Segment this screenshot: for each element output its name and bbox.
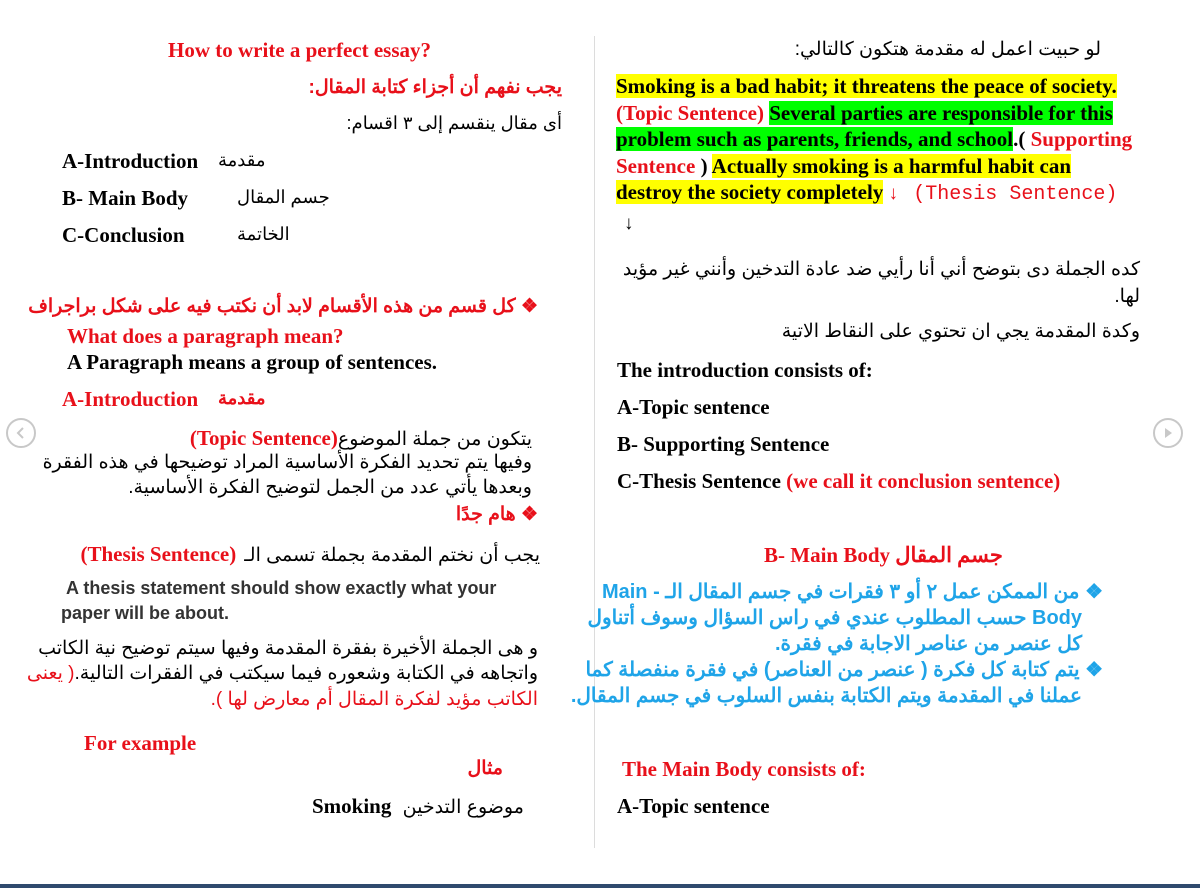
very-important-note: ❖ هام جدًا (455, 504, 538, 525)
for-example-label: For example (84, 731, 197, 755)
supporting-open: .( (1013, 127, 1031, 151)
intro-item-supporting: B- Supporting Sentence (617, 432, 830, 456)
last-sentence-2b: ( يعنى (26, 663, 75, 684)
prev-page-button[interactable] (6, 418, 36, 448)
main-body-item-topic: A-Topic sentence (617, 794, 770, 818)
must-understand-heading: يجب نفهم أن أجزاء كتابة المقال: (308, 77, 562, 98)
intro-consists-heading: The introduction consists of: (617, 358, 873, 382)
intro-item-thesis-label: C-Thesis Sentence (617, 469, 781, 493)
thesis-line-en: (Thesis Sentence) (80, 542, 237, 566)
part-conclusion-ar: الخاتمة (237, 224, 290, 244)
part-main-body-en: B- Main Body (62, 186, 189, 210)
part-main-body-ar: جسم المقال (237, 187, 330, 207)
part-introduction-ar: مقدمة (218, 150, 266, 170)
intro-item-topic: A-Topic sentence (617, 395, 770, 419)
main-body-heading: B- Main Body جسم المقال (764, 543, 1003, 567)
supporting-sentence-label: Supporting Sentence (616, 127, 1133, 178)
topic-smoking-ar: موضوع التدخين (402, 797, 524, 818)
part-conclusion-en: C-Conclusion (62, 223, 185, 247)
smoke-thesis-sentence: Actually smoking is a harmful habit can destroy the society completely (616, 153, 1072, 204)
thesis-line (80, 542, 540, 567)
topic-smoking (312, 794, 524, 819)
intro-points-text: وكدة المقدمة يجي ان تحتوي على النقاط الاتية (781, 321, 1140, 342)
essay-title: How to write a perfect essay? (168, 38, 431, 62)
divided-text: أى مقال ينقسم إلى ٣ اقسام: (346, 113, 562, 133)
smoke-supporting-sentence: Several parties are responsible for this problem such as parents, friends, and school (616, 100, 1113, 151)
last-sentence-2 (27, 662, 538, 685)
main-body-line-2: Body حسب المطلوب عندي في راس السؤال وسوف أتناول (587, 607, 1082, 629)
smoke-topic-sentence: Smoking is a bad habit; it threatens the peace of society. (616, 74, 1117, 98)
last-sentence-2a: واتجاهه في الكتابة وشعوره فيما سيكتب في الفقرات التالية. (74, 663, 538, 684)
intro-item-thesis (617, 469, 1060, 494)
conclusion-note: (we call it conclusion sentence) (786, 469, 1061, 493)
intro-heading-en: A-Introduction (62, 387, 199, 411)
supporting-close: ) (695, 153, 712, 178)
thesis-statement-1: A thesis statement should show exactly what your (66, 578, 497, 598)
column-divider (594, 36, 595, 848)
last-sentence-1: و هى الجملة الأخيرة بفقرة المقدمة وفيها سيتم توضيح نية الكاتب (38, 638, 538, 659)
down-arrow-icon: ↓ (624, 212, 634, 234)
topic-explain-2: وبعدها يأتي عدد من الجمل لتوضيح الفكرة الأساسية. (128, 477, 532, 498)
topic-sentence-label: (Topic Sentence) (616, 100, 764, 125)
thesis-statement-2: paper will be about. (61, 603, 230, 623)
topic-smoking-en: Smoking (312, 794, 392, 818)
topic-line (190, 426, 532, 451)
thesis-sentence-label: (Thesis Sentence) (913, 183, 1118, 206)
main-body-line-4: ❖ يتم كتابة كل فكرة ( عنصر من العناصر) في فقرة منفصلة كما (585, 659, 1103, 681)
topic-explain-1: وفيها يتم تحديد الفكرة الأساسية المراد توضيحها في هذه الفقرة (42, 452, 532, 473)
main-body-line-1: ❖ من الممكن عمل ٢ أو ٣ فقرات في جسم المقال الـ - Main (601, 581, 1103, 603)
paragraph-definition: A Paragraph means a group of sentences. (67, 350, 438, 374)
chevron-left-icon (15, 427, 27, 439)
play-right-icon (1162, 427, 1174, 439)
paragraph-bullet: ❖ كل قسم من هذه الأقسام لابد أن نكتب فيه على شكل براجراف (28, 296, 538, 317)
what-paragraph-question: What does a paragraph mean? (67, 324, 344, 348)
opinion-text-1: كده الجملة دى بتوضح أني أنا رأيي ضد عادة التدخين وأنني غير مؤيد (622, 259, 1140, 280)
topic-line-en: (Topic Sentence) (189, 426, 338, 450)
intro-example-heading: لو حبيت اعمل له مقدمة هتكون كالتالي: (794, 39, 1101, 60)
topic-line-ar: يتكون من جملة الموضوع (337, 429, 532, 450)
main-body-line-3: كل عنصر من عناصر الاجابة في فقرة. (774, 633, 1082, 655)
main-body-consists-heading: The Main Body consists of: (622, 757, 866, 781)
bottom-bar (0, 884, 1200, 888)
part-introduction-en: A-Introduction (62, 149, 199, 173)
thesis-line-ar: يجب أن نختم المقدمة بجملة تسمى الـ (244, 545, 540, 566)
intro-heading-ar: مقدمة (218, 388, 266, 408)
next-page-button[interactable] (1153, 418, 1183, 448)
down-arrow-icon: ↓ (888, 183, 899, 204)
last-sentence-3: الكاتب مؤيد لفكرة المقال أم معارض لها ). (210, 689, 538, 710)
smoking-introduction-paragraph (616, 73, 1136, 237)
opinion-text-2: لها. (1114, 286, 1140, 307)
main-body-line-5: عملنا في المقدمة ويتم الكتابة بنفس السلوب في جسم المقال. (570, 685, 1082, 707)
example-ar-label: مثال (467, 758, 503, 779)
